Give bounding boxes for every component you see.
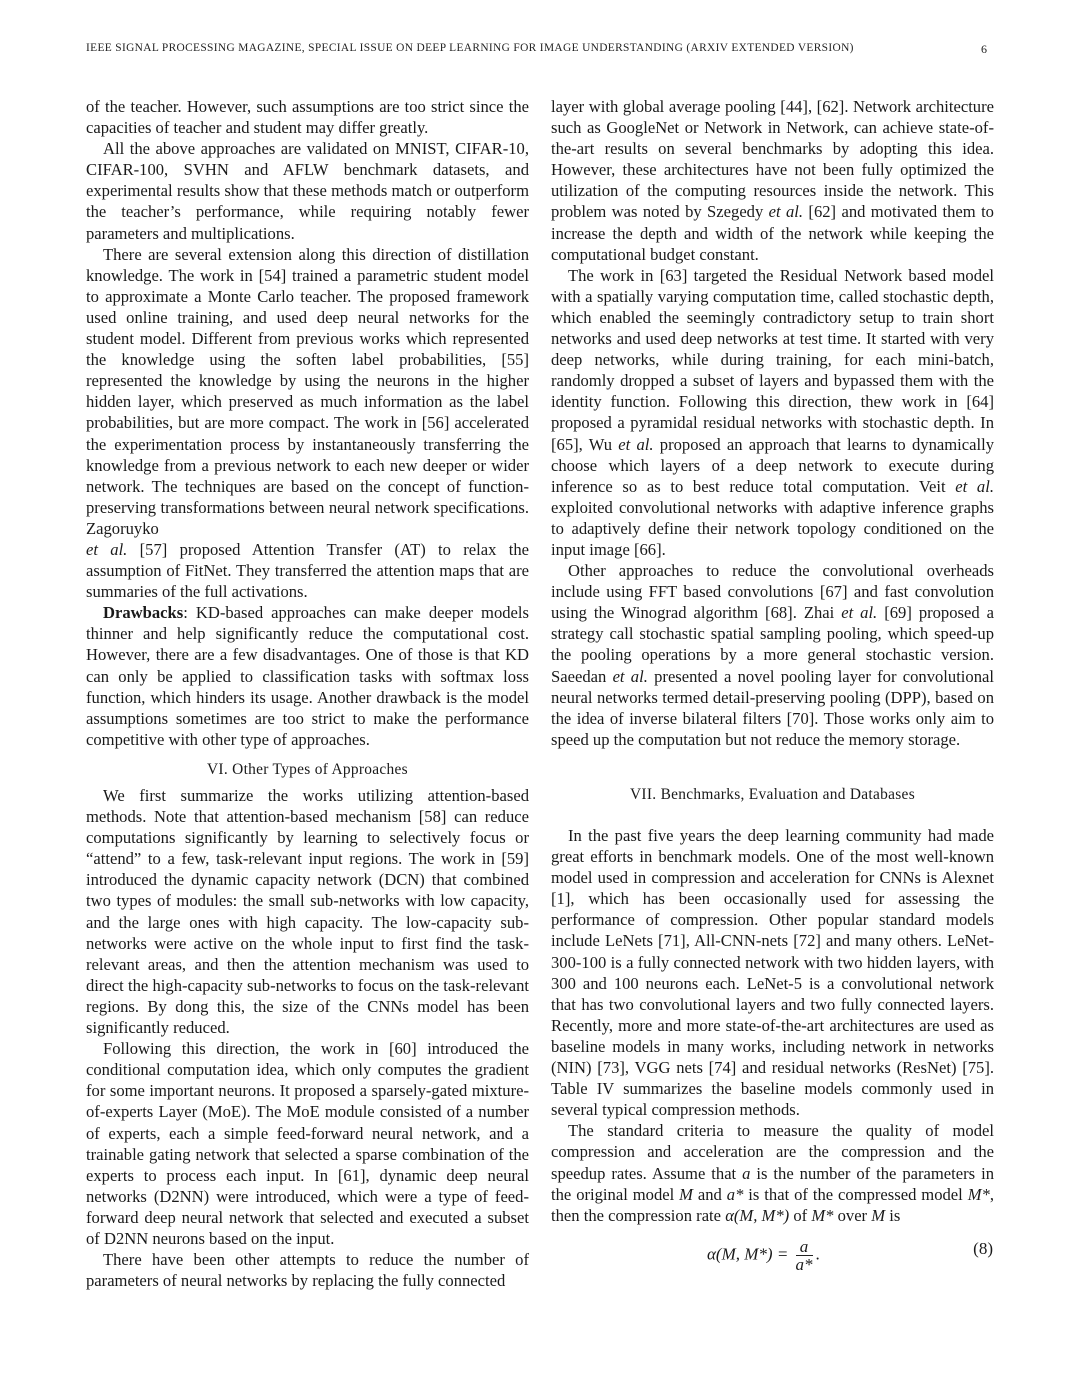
right-column [551, 96, 994, 1274]
paragraph-text: over [833, 1205, 872, 1225]
paragraph: of the teacher. However, such assumptions are too strict since the capacities of teacher and student may differ greatly. [86, 97, 529, 138]
et-al: et al. [86, 539, 128, 559]
paragraph-text: and [692, 1184, 727, 1204]
math-expression: α(M, M*) [725, 1205, 790, 1225]
equation-lhs: α(M, M*) = [707, 1244, 789, 1264]
drawbacks-paragraph [86, 602, 529, 750]
paragraph-text: is that of the compressed model [743, 1184, 968, 1204]
math-var: M [871, 1205, 886, 1225]
paragraph-text: There are several extension along this direction of distillation knowledge. The work in [54] trained a parametric student model to approximate a Monte Carlo teacher. The proposed framework used online training, and used deep neural networks for the student model. Different from previous works which represented the knowledge using the soften label probabilities, [55] represented the knowledge by using the neurons in the higher hidden layer, which preserved as much information as the label probabilities, but are more compact. The work in [56] accelerated the experimentation process by instantaneously transferring the knowledge from a previous network to each new deeper or wider network. The techniques are based on the concept of function-preserving transformations between neural network specifications. Zagoruyko [86, 244, 529, 538]
paragraph-text: Other approaches to reduce the convolutional overheads include using FFT based convolutions [67] and fast convolution using the Winograd algorithm [68]. Zhai [551, 561, 994, 623]
math-var: M [679, 1184, 693, 1204]
fraction-denominator: a* [795, 1254, 813, 1274]
paragraph: In the past five years the deep learning community had made great efforts in benchmark models. One of the most well-known model used in compression and acceleration for CNNs is Alexnet [1], which has been occasionally used for assessing the performance of compression. Other popular standard models include LeNets [71], All-CNN-nets [72] and many others. LeNet-300-100 is a fully connected network with two hidden layers, with 300 and 100 neurons each. LeNet-5 is a convolutional network that has two convolutional layers and two fully connected layers. Recently, more and more state-of-the-art architectures are used as baseline models in many works, including network in networks (NIN) [73], VGG nets [74] and residual networks (ResNet) [75]. Table IV summarizes the baseline models commonly used in several typical compression methods. [551, 826, 994, 1120]
math-var: a* [726, 1184, 744, 1204]
paragraph: There have been other attempts to reduce the number of parameters of neural networks by replacing the fully connected [86, 1250, 529, 1291]
math-var: M* [811, 1205, 834, 1225]
et-al: et al. [612, 666, 648, 686]
et-al: et al. [955, 476, 994, 496]
paragraph-text: layer with global average pooling [44], [62]. Network architecture such as GoogleNet or Network in Network, can achieve state-of-the-art results on several benchmarks by adopting this idea. However, these architectures have not been fully optimized the utilization of the computing resources inside the network. This problem was noted by Szegedy [551, 97, 994, 222]
paragraph-text: [69] proposed a strategy call stochastic spatial sampling pooling, which speed-up the pooling operations by a more general stochastic version. Saeedan [551, 603, 994, 686]
section-heading: VI. Other Types of Approaches [207, 760, 408, 778]
et-al: et al. [768, 202, 804, 222]
math-var: M* [967, 1184, 990, 1204]
section-heading: VII. Benchmarks, Evaluation and Databases [630, 785, 915, 803]
paragraph-text: presented a novel pooling layer for convolutional neural networks termed detail-preserving pooling (DPP), based on the idea of inverse bilateral filters [70]. Those works only aim to speed up the computation but not reduce the memory storage. [551, 666, 994, 749]
drawbacks-label: Drawbacks [103, 603, 184, 623]
paragraph-text: , then the compression rate [551, 1184, 994, 1225]
paragraph-text: proposed an approach that learns to dynamically choose which layers of a deep network to execute during inference so as to best reduce total computation. Veit [551, 434, 994, 496]
paragraph-text: [62] and motivated them to increase the depth and width of the network while keeping the computational budget constant. [551, 202, 994, 264]
fraction-numerator: a [796, 1238, 813, 1256]
paragraph-text: of [789, 1205, 812, 1225]
paragraph [86, 244, 529, 603]
left-column [86, 96, 529, 1291]
paragraph: Following this direction, the work in [60] introduced the conditional computation idea, which only computes the gradient for some important neurons. It proposed a sparsely-gated mixture-of-experts Layer (MoE). The MoE module consisted of a number of experts, each a simple feed-forward neural network, and a trainable gating network that selected a sparse combination of the experts to process each input. In [61], dynamic deep neural networks (D2NN) were introduced, which were a type of feed-forward deep neural network that selected and executed a subset of D2NN neurons based on the input. [86, 1039, 529, 1248]
equation-body [707, 1238, 820, 1273]
paragraph-text: The work in [63] targeted the Residual Network based model with a spatially varying computation time, called stochastic depth, which enabled the seemingly contradictory setup to train short networks and used deep networks at test time. It started with very deep networks, while during training, for each mini-batch, randomly dropped a subset of layers and bypassed them with the identity function. Following this direction, thew work in [64] proposed a pyramidal residual networks with stochastic depth. In [65], Wu [551, 265, 994, 454]
running-head: IEEE SIGNAL PROCESSING MAGAZINE, SPECIAL ISSUE ON DEEP LEARNING FOR IMAGE UNDERSTANDING (ARXIV EXTENDED VERSION) [86, 42, 854, 54]
fraction [796, 1238, 813, 1273]
paragraph [551, 1120, 994, 1225]
equation-trail: . [815, 1244, 820, 1264]
paragraph-text: exploited convolutional networks with adaptive inference graphs to adaptively define their network topology conditioned on the input image [66]. [551, 497, 994, 559]
page-number: 6 [981, 42, 987, 56]
paragraph-text: : KD-based approaches can make deeper models thinner and help significantly reduce the computational cost. However, there are a few disadvantages. One of those is that KD can only be applied to classification tasks with softmax loss function, which hinders its usage. Another drawback is the model assumptions sometimes are too strict to make the performance competitive with other type of approaches. [86, 603, 529, 749]
equation-number: (8) [973, 1238, 993, 1258]
paragraph-text: is [885, 1205, 901, 1225]
equation-8 [551, 1229, 994, 1274]
paragraph-text: The standard criteria to measure the quality of model compression and acceleration are the compression and the speedup rates. Assume that [551, 1121, 994, 1183]
paragraph [551, 96, 994, 265]
paragraph-text: is the number of the parameters in the original model [551, 1163, 994, 1204]
et-al: et al. [841, 603, 878, 623]
paragraph [551, 560, 994, 750]
et-al: et al. [618, 434, 654, 454]
paragraph [551, 265, 994, 560]
math-var: a [742, 1163, 751, 1183]
paragraph: All the above approaches are validated on MNIST, CIFAR-10, CIFAR-100, SVHN and AFLW benchmark datasets, and experimental results show that these methods match or outperform the teacher’s performance, while requiring notably fewer parameters and multiplications. [86, 139, 529, 243]
paragraph: We first summarize the works utilizing attention-based methods. Note that attention-based mechanism [58] can reduce computations significantly by learning to selectively focus or “attend” to a few, task-relevant input regions. The work in [59] introduced the dynamic capacity network (DCN) that combined two types of modules: the small sub-networks with low capacity, and the large ones with high capacity. The low-capacity sub-networks were active on the whole input to first find the task-relevant areas, and then the attention mechanism was used to direct the high-capacity sub-networks to focus on the task-relevant regions. By dong this, the size of the CNNs model has been significantly reduced. [86, 786, 529, 1038]
paragraph-text: [57] proposed Attention Transfer (AT) to relax the assumption of FitNet. They transferred the attention maps that are summaries of the full activations. [86, 539, 529, 602]
